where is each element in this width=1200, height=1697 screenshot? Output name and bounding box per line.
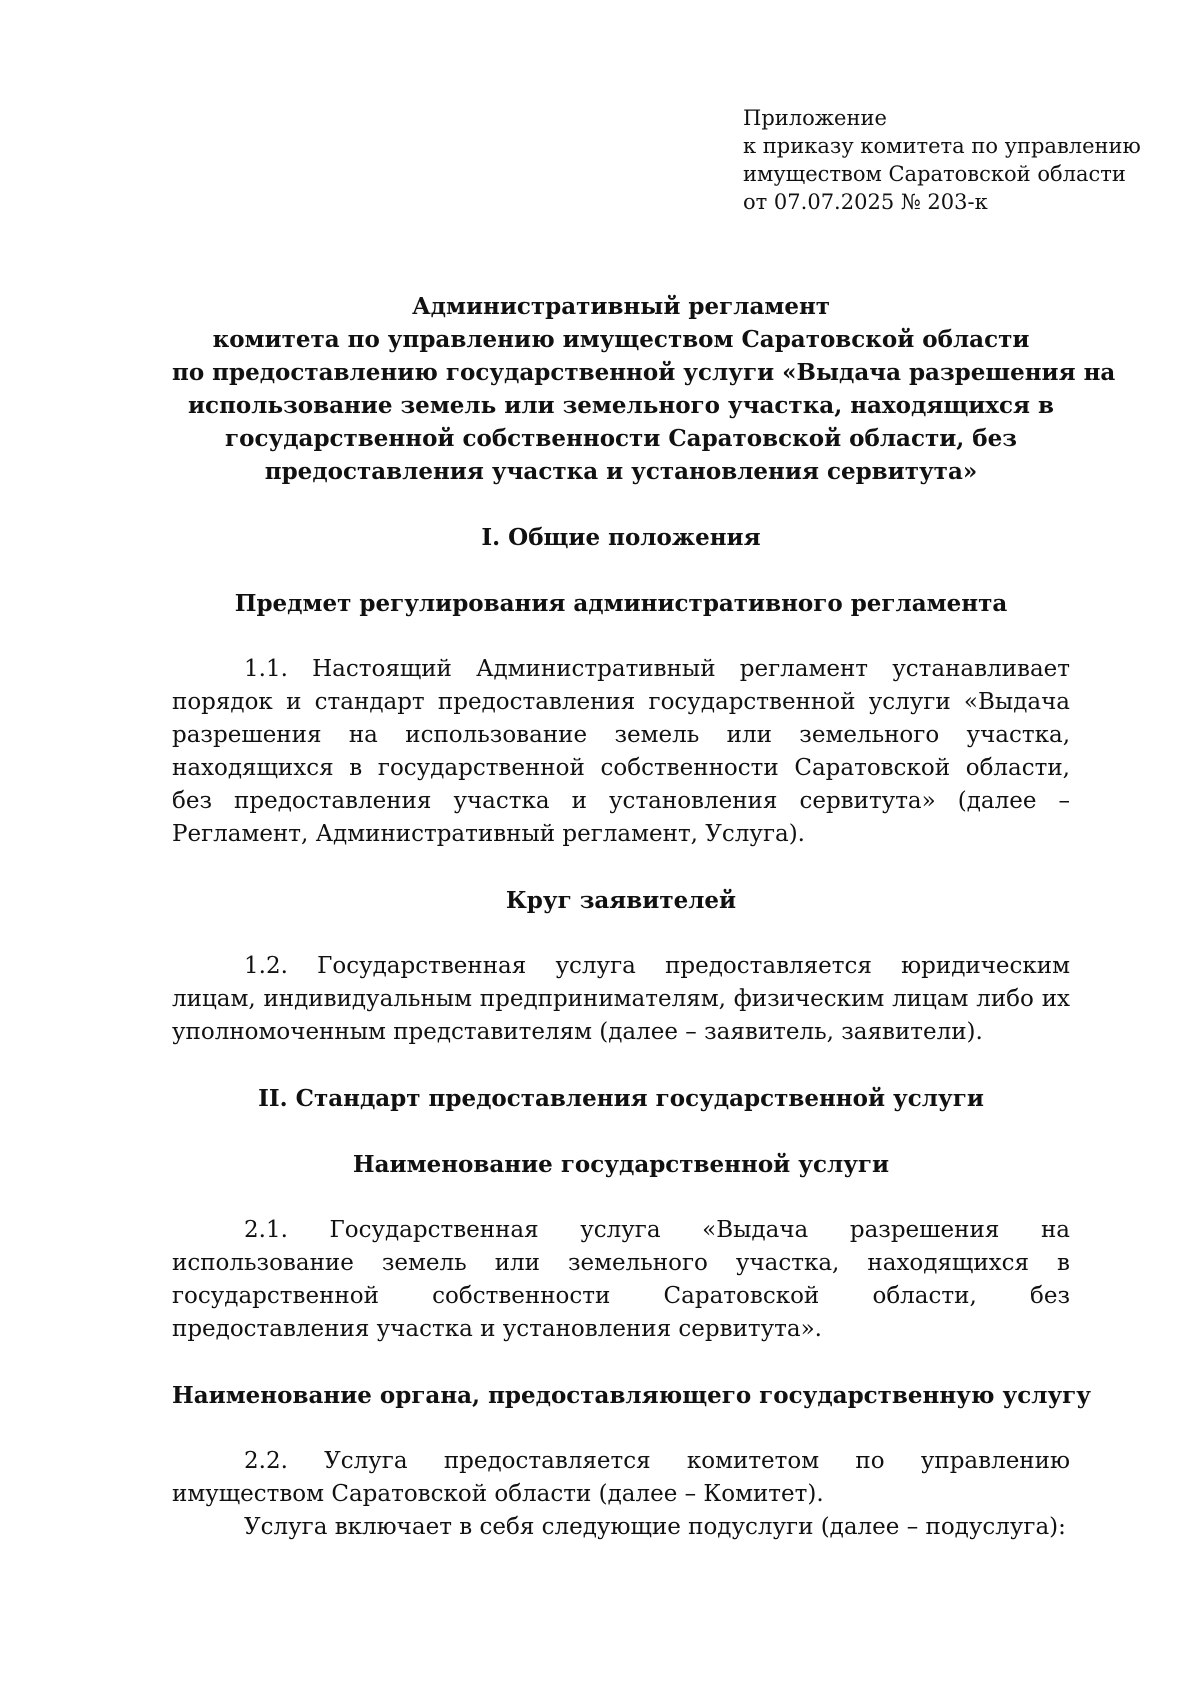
title-line: Административный регламент xyxy=(411,293,831,320)
document-title xyxy=(172,290,1116,488)
title-line: по предоставлению государственной услуги «Выдача разрешения на xyxy=(172,359,1116,386)
title-line: предоставления участка и установления сервитута» xyxy=(264,458,978,485)
title-line: государственной собственности Саратовской области, без xyxy=(225,425,1017,452)
paragraph-2-1: 2.1. Государственная услуга «Выдача разрешения на использование земель или земельного участка, находящихся в государственной собственности Саратовской области, без предоставления участка и установления сервитута». xyxy=(172,1217,1070,1342)
paragraph-2-2-subservices: Услуга включает в себя следующие подуслуги (далее – подуслуга): xyxy=(244,1514,1066,1540)
paragraph-2-2: 2.2. Услуга предоставляется комитетом по управлению имуществом Саратовской области (далее – Комитет). xyxy=(172,1448,1070,1507)
appendix-block xyxy=(743,0,1141,216)
paragraph-1-2: 1.2. Государственная услуга предоставляется юридическим лицам, индивидуальным предпринимателям, физическим лицам либо их уполномоченным представителям (далее – заявитель, заявители). xyxy=(172,953,1070,1045)
subheading-service-body: Наименование органа, предоставляющего государственную услугу xyxy=(172,1382,1092,1409)
subheading-service-name: Наименование государственной услуги xyxy=(352,1151,890,1178)
subheading-regulation-subject: Предмет регулирования административного регламента xyxy=(234,590,1008,617)
section-heading-general: I. Общие положения xyxy=(481,524,761,551)
title-line: комитета по управлению имуществом Саратовской области xyxy=(212,326,1030,353)
appendix-line: к приказу комитета по управлению xyxy=(743,134,1141,158)
paragraph-1-1: 1.1. Настоящий Административный регламент устанавливает порядок и стандарт предоставления государственной услуги «Выдача разрешения на использование земель или земельного участка, находящихся в государственной собственности Саратовской области, без предоставления участка и установления сервитута» (далее – Регламент, Административный регламент, Услуга). xyxy=(172,656,1070,847)
title-line: использование земель или земельного участка, находящихся в xyxy=(188,392,1054,419)
subheading-applicants: Круг заявителей xyxy=(505,887,737,914)
appendix-line: Приложение xyxy=(743,106,887,130)
appendix-line: имуществом Саратовской области xyxy=(743,162,1126,186)
appendix-date-line: от 07.07.2025 № 203-к xyxy=(743,190,988,214)
section-heading-standard: II. Стандарт предоставления государственной услуги xyxy=(258,1085,984,1112)
